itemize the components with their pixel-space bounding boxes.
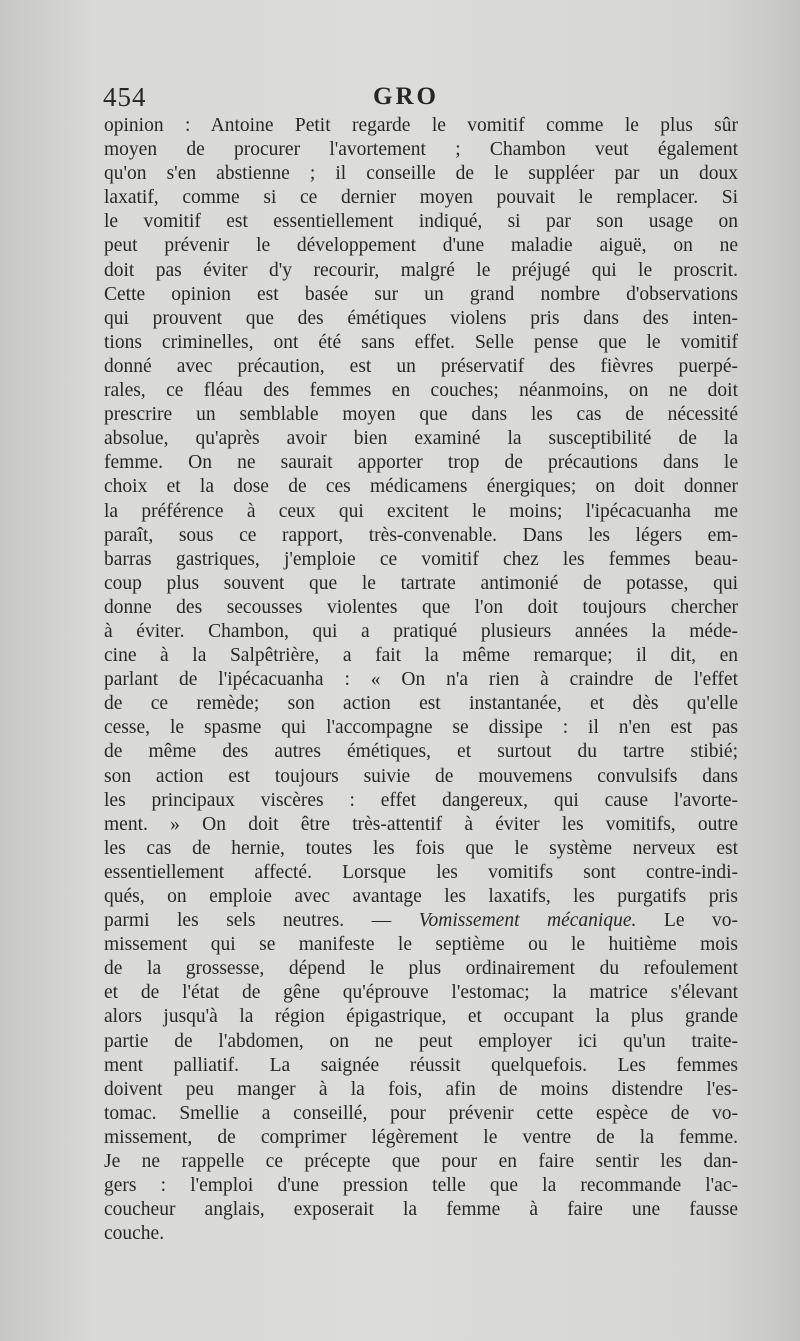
text-line: femme. On ne saurait apporter trop de précautions dans le xyxy=(104,452,738,474)
section-title-italic: Vomissement mécanique. xyxy=(418,910,637,932)
text-line: barras gastriques, j'emploie ce vomitif chez les femmes beau- xyxy=(104,548,738,570)
text-line: à éviter. Chambon, qui a pratiqué plusieurs années la méde- xyxy=(104,620,738,642)
text-line: de la grossesse, dépend le plus ordinairement du refoulement xyxy=(104,958,738,980)
page-header xyxy=(103,80,739,114)
running-head: GRO xyxy=(373,83,439,110)
text-line: absolue, qu'après avoir bien examiné la susceptibilité de la xyxy=(104,428,738,450)
text-line: prescrire un semblable moyen que dans les cas de nécessité xyxy=(104,404,738,426)
text-line: cine à la Salpêtrière, a fait la même remarque; il dit, en xyxy=(104,645,738,667)
text-line: le vomitif est essentiellement indiqué, si par son usage on xyxy=(104,211,738,233)
text-line: laxatif, comme si ce dernier moyen pouvait le remplacer. Si xyxy=(104,187,738,209)
text-line: et de l'état de gêne qu'éprouve l'estomac; la matrice s'élevant xyxy=(104,982,738,1004)
text-line: missement qui se manifeste le septième ou le huitième mois xyxy=(104,934,738,956)
text-line: rales, ce fléau des femmes en couches; néanmoins, on ne doit xyxy=(104,380,738,402)
text-line: qui prouvent que des émétiques violens pris dans des inten- xyxy=(104,307,738,329)
text-line: qués, on emploie avec avantage les laxatifs, les purgatifs pris xyxy=(104,886,738,907)
text-line: de même des autres émétiques, et surtout du tartre stibié; xyxy=(104,741,738,763)
text-line-last: couche. xyxy=(104,1223,165,1245)
text-line: son action est toujours suivie de mouvemens convulsifs dans xyxy=(104,765,738,787)
text-line: Je ne rappelle ce précepte que pour en faire sentir les dan- xyxy=(104,1151,738,1173)
text-line: choix et la dose de ces médicamens énergiques; on doit donner xyxy=(104,476,738,498)
text-line: donné avec précaution, est un préservatif des fièvres puerpé- xyxy=(104,355,738,377)
text-line: parlant de l'ipécacuanha : « On n'a rien à craindre de l'effet xyxy=(104,669,738,691)
text-line: la préférence à ceux qui excitent le moins; l'ipécacuanha me xyxy=(104,500,738,522)
body-text xyxy=(104,114,738,1246)
text-line: coup plus souvent que le tartrate antimonié de potasse, qui xyxy=(104,572,738,594)
page-number: 454 xyxy=(103,82,147,112)
text-line: tions criminelles, ont été sans effet. Selle pense que le vomitif xyxy=(104,331,738,353)
text-line: opinion : Antoine Petit regarde le vomitif comme le plus sûr xyxy=(104,115,738,136)
text-line: tomac. Smellie a conseillé, pour prévenir cette espèce de vo- xyxy=(104,1102,738,1124)
text-line: paraît, sous ce rapport, très-convenable. Dans les légers em- xyxy=(104,524,738,546)
text-line: qu'on s'en abstienne ; il conseille de le suppléer par un doux xyxy=(104,163,738,185)
text-line: Cette opinion est basée sur un grand nombre d'observations xyxy=(104,283,738,305)
text-line: gers : l'emploi d'une pression telle que la recommande l'ac- xyxy=(104,1175,738,1197)
text-line: donne des secousses violentes que l'on doit toujours chercher xyxy=(104,596,738,618)
text-line: partie de l'abdomen, on ne peut employer ici qu'un traite- xyxy=(104,1030,738,1052)
text-line: les principaux viscères : effet dangereux, qui cause l'avorte- xyxy=(104,789,738,811)
text-line: coucheur anglais, exposerait la femme à faire une fausse xyxy=(104,1199,738,1221)
text-line: essentiellement affecté. Lorsque les vomitifs sont contre-indi- xyxy=(104,861,738,883)
text-line: alors jusqu'à la région épigastrique, et occupant la plus grande xyxy=(104,1006,738,1028)
text-line: de ce remède; son action est instantanée, et dès qu'elle xyxy=(104,693,738,715)
text-line: doit pas éviter d'y recourir, malgré le préjugé qui le proscrit. xyxy=(104,259,738,281)
text-line-section-start xyxy=(104,909,738,933)
text-line: missement, de comprimer légèrement le ventre de la femme. xyxy=(104,1126,738,1148)
text-line: ment palliatif. La saignée réussit quelquefois. Les femmes xyxy=(104,1054,738,1076)
text-line: les cas de hernie, toutes les fois que le système nerveux est xyxy=(104,837,738,859)
text-line: doivent peu manger à la fois, afin de moins distendre l'es- xyxy=(104,1078,738,1100)
text-line: moyen de procurer l'avortement ; Chambon veut également xyxy=(104,139,738,161)
text-run: parmi les sels neutres. — xyxy=(104,910,419,932)
text-line: cesse, le spasme qui l'accompagne se dissipe : il n'en est pas xyxy=(104,717,738,739)
text-line: ment. » On doit être très-attentif à éviter les vomitifs, outre xyxy=(104,813,738,835)
text-run: Le vo- xyxy=(636,910,739,932)
text-line: peut prévenir le développement d'une maladie aiguë, on ne xyxy=(104,235,738,257)
